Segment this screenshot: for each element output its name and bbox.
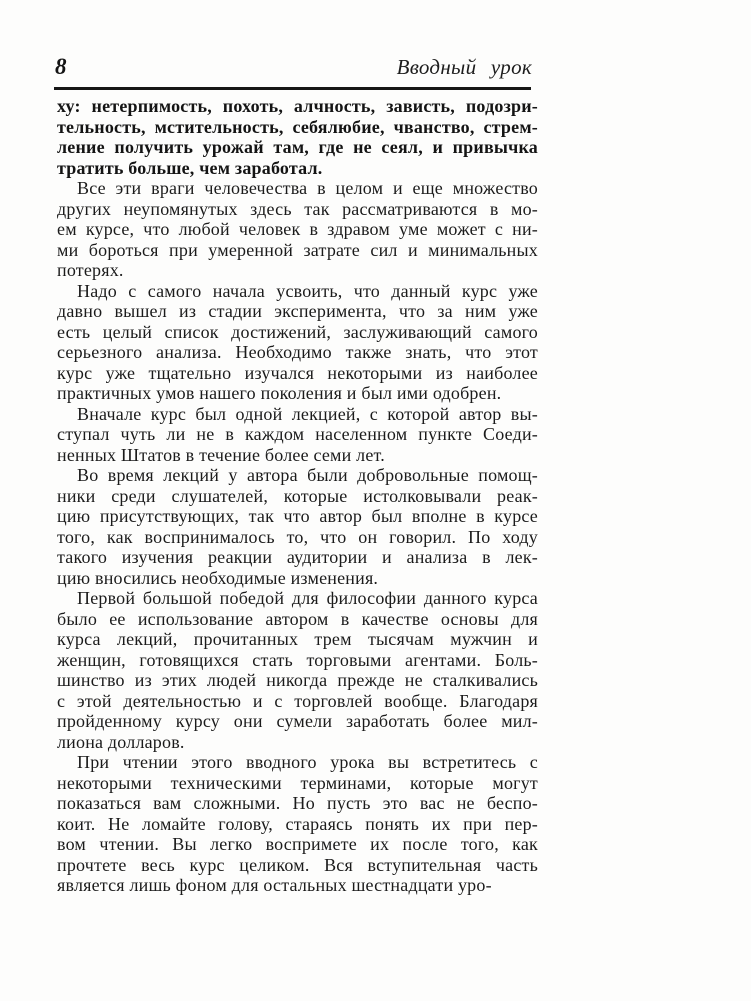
text-line: есть целый список достижений, заслуживающий самого: [57, 321, 538, 342]
text-line: ступал чуть ли не в каждом населенном пункте Соеди-: [57, 424, 538, 444]
text-line: ем курсе, что любой человек в здравом уме может с ни-: [57, 219, 538, 239]
text-line: Первой большой победой для философии данного курса: [77, 588, 538, 608]
paragraph: [57, 588, 538, 752]
paragraph: [57, 96, 538, 178]
page-body: [57, 96, 538, 896]
text-line: вом чтении. Вы легко воспримете их после того, как: [57, 834, 538, 854]
text-line: курс уже тщательно изучался некоторыми из наиболее: [57, 362, 538, 383]
paragraph: [57, 752, 538, 896]
text-line: потерях.: [57, 260, 124, 280]
text-line: шинство из этих людей никогда прежде не сталкивались: [57, 670, 538, 690]
text-line: цию вносились необходимые изменения.: [57, 567, 379, 588]
text-line: того, как воспринималось то, что он говорил. По ходу: [57, 526, 538, 547]
text-line: ненных Штатов в течение более семи лет.: [57, 444, 385, 465]
header-rule: [54, 87, 531, 90]
text-line: курса лекций, прочитанных трем тысячам мужчин и: [57, 629, 538, 649]
text-line: ми бороться при умеренной затрате сил и минимальных: [57, 239, 538, 260]
text-line: такого изучения реакции аудитории и анализа в лек-: [57, 547, 538, 567]
text-line: Вначале курс был одной лекцией, с которой автор вы-: [77, 403, 538, 424]
text-line: Надо с самого начала усвоить, что данный курс уже: [77, 280, 538, 301]
text-line: прочтете весь курс целиком. Вся вступительная часть: [57, 854, 538, 875]
paragraph: [57, 178, 538, 281]
text-line: коит. Не ломайте голову, стараясь понять их при пер-: [57, 813, 538, 834]
text-line: показаться вам сложными. Но пусть это вас не беспо-: [57, 793, 538, 813]
text-line: некоторыми техническими терминами, которые могут: [57, 772, 538, 793]
text-line: При чтении этого вводного урока вы встретитесь с: [77, 752, 538, 772]
text-line: тельность, мстительность, себялюбие, чванство, стрем-: [57, 116, 538, 137]
text-line: является лишь фоном для остальных шестнадцати уро-: [57, 875, 492, 895]
text-line: ление получить урожай там, где не сеял, и привычка: [57, 137, 538, 157]
text-line: лиона долларов.: [57, 731, 185, 752]
text-line: других неупомянутых здесь так рассматриваются в мо-: [57, 198, 538, 219]
running-head: Вводный урок: [396, 55, 532, 79]
text-line: практичных умов нашего поколения и был ими одобрен.: [57, 383, 502, 403]
text-line: ники среди слушателей, которые истолковывали реак-: [57, 485, 538, 506]
text-line: серьезного анализа. Необходимо также знать, что этот: [57, 342, 538, 362]
text-line: было ее использование автором в качестве основы для: [57, 608, 538, 629]
text-line: ху: нетерпимость, похоть, алчность, зависть, подозри-: [57, 96, 538, 116]
text-line: пройденному курсу они сумели заработать более мил-: [57, 711, 538, 731]
text-line: Все эти враги человечества в целом и еще множество: [77, 178, 538, 198]
text-line: с этой деятельностью и с торговлей вообще. Благодаря: [57, 690, 538, 711]
text-line: женщин, готовящихся стать торговыми агентами. Боль-: [57, 649, 538, 670]
text-line: давно вышел из стадии эксперимента, что за ним уже: [57, 301, 538, 321]
paragraph: [57, 465, 538, 588]
text-line: Во время лекций у автора были добровольные помощ-: [77, 465, 538, 485]
paragraph: [57, 281, 538, 404]
page-number: 8: [55, 54, 67, 79]
paragraph: [57, 404, 538, 466]
page-header: [55, 54, 532, 80]
text-line: тратить больше, чем заработал.: [57, 157, 323, 178]
text-line: цию присутствующих, так что автор был вполне в курсе: [57, 506, 538, 526]
